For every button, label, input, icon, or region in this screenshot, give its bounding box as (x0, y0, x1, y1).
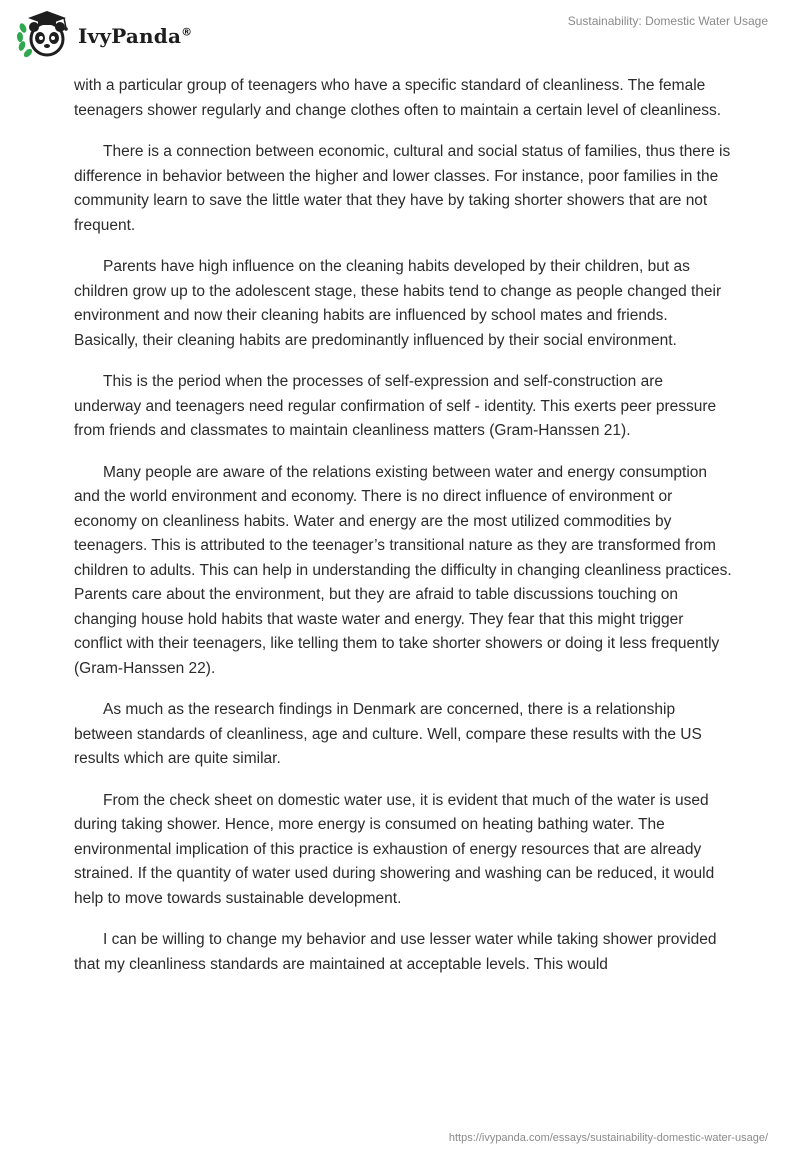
essay-body (74, 74, 734, 994)
paragraph-8: I can be willing to change my behavior and use lesser water while taking shower provided that my cleanliness standards are maintained at acceptable levels. This would (74, 931, 717, 973)
paragraph-5: Many people are aware of the relations existing between water and energy consumption and the world environment and economy. There is no direct influence of environment or economy on cleanliness habits. Water and energy are the most utilized commodities by teenagers. This is attributed to the teenager’s transitional nature as they are transformed from children to adults. This can help in understanding the difficulty in changing cleanliness practices. Parents care about the environment, but they are afraid to table discussions touching on changing house hold habits that waste water and energy. They fear that this might trigger conflict with their teenagers, like telling them to take shorter showers or doing it less frequently (Gram-Hanssen 22). (74, 463, 732, 677)
brand-name (78, 24, 192, 48)
registered-mark: ® (181, 25, 193, 39)
document-title: Sustainability: Domestic Water Usage (567, 14, 768, 28)
brand-text: IvyPanda (78, 24, 182, 48)
paragraph-1: with a particular group of teenagers who have a specific standard of cleanliness. The female teenagers shower regularly and change clothes often to maintain a certain level of cleanliness. (74, 77, 722, 119)
paragraph-3: Parents have high influence on the cleaning habits developed by their children, but as children grow up to the adolescent stage, these habits tend to change as people changed their environment and now their cleaning habits are influenced by school mates and friends. Basically, their cleaning habits are predominantly influenced by their social environment. (74, 258, 722, 349)
panda-graduate-icon (14, 8, 76, 60)
paragraph-7: From the check sheet on domestic water use, it is evident that much of the water is used during taking shower. Hence, more energy is consumed on heating bathing water. The environmental implication of this practice is exhaustion of energy resources that are already strained. If the quantity of water used during showering and washing can be reduced, it would help to move towards sustainable development. (74, 791, 715, 907)
paragraph-6: As much as the research findings in Denmark are concerned, there is a relationship between standards of cleanliness, age and culture. Well, compare these results with the US results which are quite similar. (74, 701, 702, 767)
source-url[interactable]: https://ivypanda.com/essays/sustainability-domestic-water-usage/ (448, 1132, 768, 1144)
page-header (0, 0, 800, 70)
paragraph-4: This is the period when the processes of self-expression and self-construction are underway and teenagers need regular confirmation of self - identity. This exerts peer pressure from friends and classmates to maintain cleanliness matters (Gram-Hanssen 21). (74, 373, 717, 439)
paragraph-2: There is a connection between economic, cultural and social status of families, thus there is difference in behavior between the higher and lower classes. For instance, poor families in the community learn to save the little water that they have by taking shorter showers that are not frequent. (74, 143, 731, 234)
ivypanda-logo[interactable] (14, 8, 192, 60)
